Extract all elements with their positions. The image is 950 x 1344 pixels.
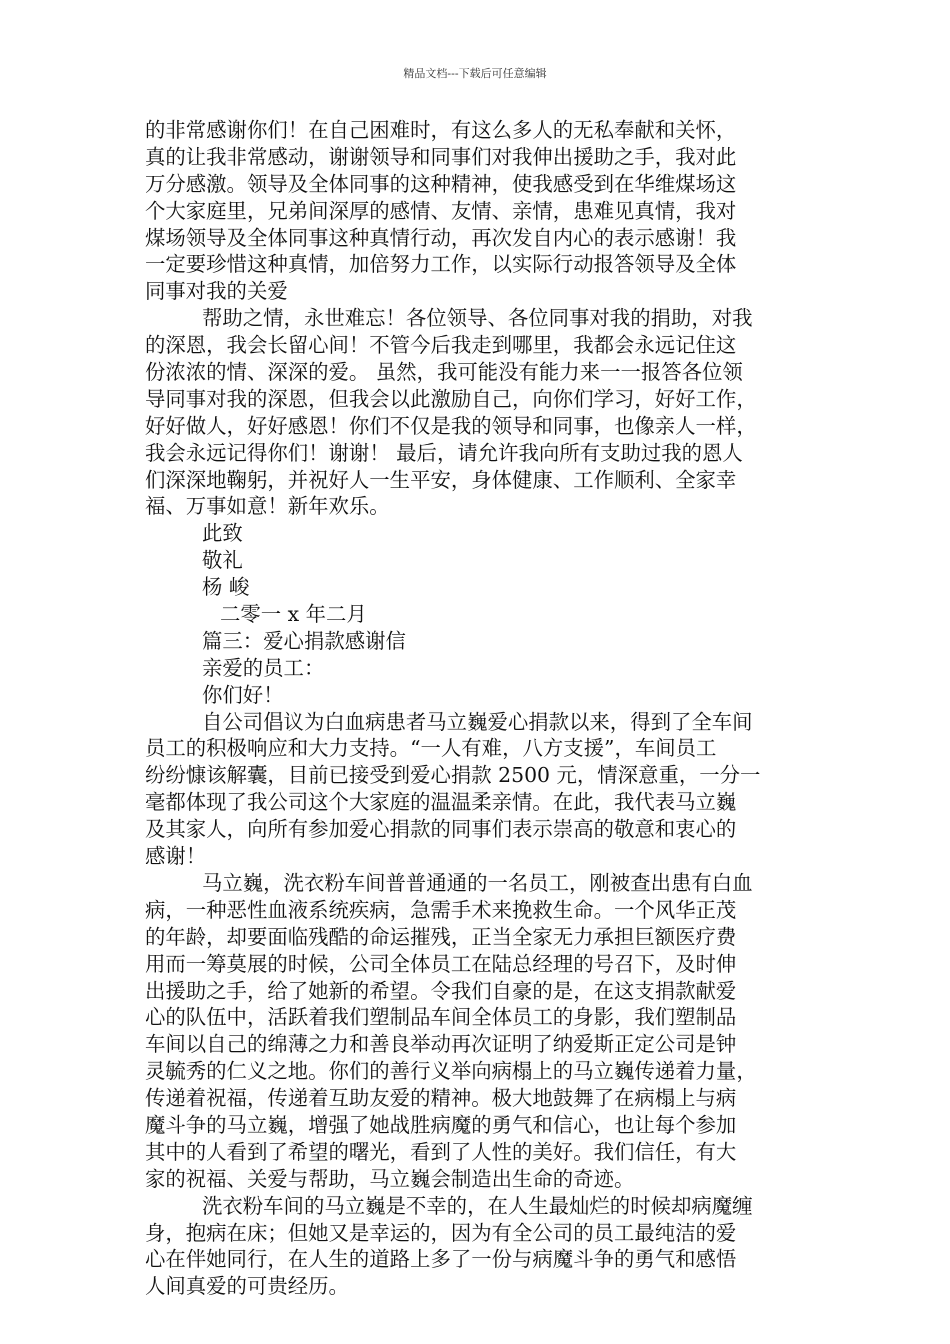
text-line: 病，一种恶性血液系统疾病，急需手术来挽救生命。一个风华正茂 xyxy=(145,897,737,922)
text-line: 洗衣粉车间的马立巍是不幸的，在人生最灿烂的时候却病魔缠 xyxy=(202,1193,753,1218)
text-line: 毫都体现了我公司这个大家庭的温温柔亲情。在此，我代表马立巍 xyxy=(145,790,737,815)
text-line: 我会永远记得你们！谢谢！ 最后，请允许我向所有支助过我的恩人 xyxy=(145,440,743,465)
text-line: 真的让我非常感动，谢谢领导和同事们对我伸出援助之手，我对此 xyxy=(145,144,737,169)
text-line: 一定要珍惜这种真情，加倍努力工作，以实际行动报答领导及全体 xyxy=(145,252,737,277)
text-line: 个大家庭里，兄弟间深厚的感情、友情、亲情，患难见真情，我对 xyxy=(145,198,737,223)
text-line: 二零一 x 年二月 xyxy=(220,602,367,627)
text-line: 们深深地鞠躬，并祝好人一生平安，身体健康、工作顺利、全家幸 xyxy=(145,467,737,492)
text-line: 导同事对我的深恩，但我会以此激励自己，向你们学习，好好工作， xyxy=(145,386,757,411)
text-line: 家的祝福、关爱与帮助，马立巍会制造出生命的奇迹。 xyxy=(145,1166,635,1191)
text-line: 福、万事如意！新年欢乐。 xyxy=(145,494,390,519)
text-line: 万分感激。领导及全体同事的这种精神，使我感受到在华维煤场这 xyxy=(145,171,737,196)
document-body xyxy=(145,117,810,1300)
text-line: 篇三：爱心捐款感谢信 xyxy=(202,628,406,653)
text-line: 传递着祝福，传递着互助友爱的精神。极大地鼓舞了在病榻上与病 xyxy=(145,1086,737,1111)
text-line: 车间以自己的绵薄之力和善良举动再次证明了纳爱斯正定公司是钟 xyxy=(145,1032,737,1057)
text-line: 用而一筹莫展的时候，公司全体员工在陆总经理的号召下，及时伸 xyxy=(145,951,737,976)
text-line: 其中的人看到了希望的曙光，看到了人性的美好。我们信任，有大 xyxy=(145,1139,737,1164)
text-line: 心在伴她同行，在人生的道路上多了一份与病魔斗争的勇气和感悟 xyxy=(145,1247,737,1272)
text-line: 人间真爱的可贵经历。 xyxy=(145,1274,349,1299)
page-header: 精品文档---下载后可任意编辑 xyxy=(403,67,547,80)
text-line: 及其家人，向所有参加爱心捐款的同事们表示崇高的敬意和衷心的 xyxy=(145,817,737,842)
text-line: 份浓浓的情、深深的爱。 虽然，我可能没有能力来一一报答各位领 xyxy=(145,360,743,385)
text-line: 魔斗争的马立巍，增强了她战胜病魔的勇气和信心，也让每个参加 xyxy=(145,1112,737,1137)
text-line: 出援助之手，给了她新的希望。令我们自豪的是，在这支捐款献爱 xyxy=(145,978,737,1003)
text-line: 的非常感谢你们！在自己困难时，有这么多人的无私奉献和关怀， xyxy=(145,118,737,142)
text-line: 亲爱的员工： xyxy=(202,655,325,680)
text-line: 马立巍，洗衣粉车间普普通通的一名员工，刚被查出患有白血 xyxy=(202,870,753,895)
text-line: 的深恩，我会长留心间！不管今后我走到哪里，我都会永远记住这 xyxy=(145,333,737,358)
text-line: 此致 xyxy=(202,521,243,546)
text-line: 员工的积极响应和大力支持。“一人有难，八方支援”，车间员工 xyxy=(145,736,717,761)
text-line: 灵毓秀的仁义之地。你们的善行义举向病榻上的马立巍传递着力量， xyxy=(145,1059,757,1084)
text-line: 煤场领导及全体同事这种真情行动，再次发自内心的表示感谢！我 xyxy=(145,225,737,250)
text-line: 帮助之情，永世难忘！各位领导、各位同事对我的捐助，对我 xyxy=(202,306,753,331)
text-line: 你们好！ xyxy=(202,682,284,707)
text-line: 同事对我的关爱 xyxy=(145,279,288,304)
text-line: 自公司倡议为白血病患者马立巍爱心捐款以来，得到了全车间 xyxy=(202,709,753,734)
text-line: 身，抱病在床；但她又是幸运的，因为有全公司的员工最纯洁的爱 xyxy=(145,1220,737,1245)
text-line: 感谢！ xyxy=(145,844,207,869)
text-line: 的年龄，却要面临残酷的命运摧残，正当全家无力承担巨额医疗费 xyxy=(145,924,737,949)
text-line: 敬礼 xyxy=(202,548,243,573)
text-line: 心的队伍中，活跃着我们塑制品车间全体员工的身影，我们塑制品 xyxy=(145,1005,737,1030)
text-line: 杨 峻 xyxy=(202,575,250,600)
text-line: 纷纷慷该解囊，目前已接受到爱心捐款 2500 元，情深意重，一分一 xyxy=(145,763,761,788)
text-line: 好好做人，好好感恩！你们不仅是我的领导和同事，也像亲人一样， xyxy=(145,413,757,438)
